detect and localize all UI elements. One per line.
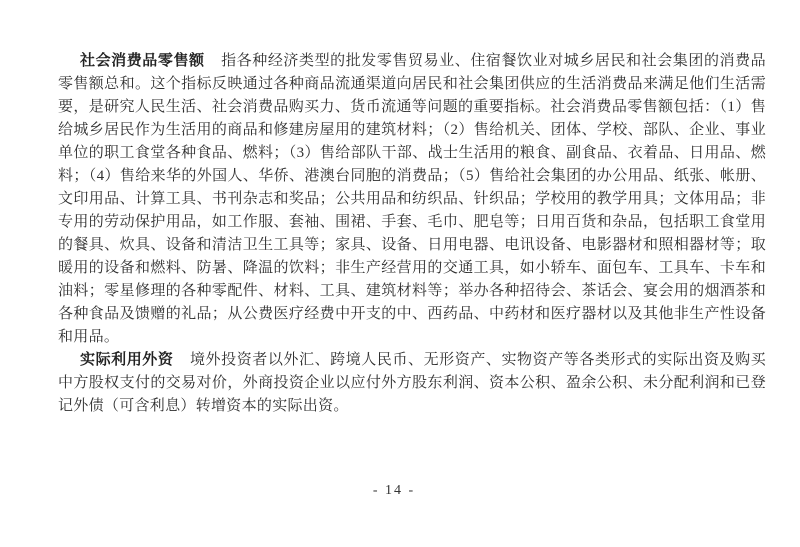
term-label-foreign-investment: 实际利用外资 [80, 352, 174, 368]
definition-text-retail-sales: 指各种经济类型的批发零售贸易业、住宿餐饮业对城乡居民和社会集团的消费品零售额总和。这个指标反映通过各种商品流通渠道向居民和社会集团供应的生活消费品来满足他们生活需要，是研究人民生活、社会消费品购买力、货币流通等问题的重要指标。社会消费品零售额包括：（1）售给城乡居民作为生活用的商品和修建房屋用的建筑材料；（2）售给机关、团体、学校、部队、企业、事业单位的职工食堂各种食品、燃料；（3）售给部队干部、战士生活用的粮食、副食品、衣着品、日用品、燃料；（4）售给来华的外国人、华侨、港澳台同胞的消费品；（5）售给社会集团的办公用品、纸张、帐册、文印用品、计算工具、书刊杂志和奖品；公共用品和纺织品、针织品；学校用的教学用具；文体用品；非专用的劳动保护用品，如工作服、套袖、围裙、手套、毛巾、肥皂等；日用百货和杂品，包括职工食堂用的餐具、炊具、设备和清洁卫生工具等；家具、设备、日用电器、电讯设备、电影器材和照相器材等；取暖用的设备和燃料、防暑、降温的饮料；非生产经营用的交通工具，如小轿车、面包车、工具车、卡车和油料；零星修理的各种零配件、材料、工具、建筑材料等；举办各种招待会、茶话会、宴会用的烟酒茶和各种食品及馈赠的礼品；从公费医疗经费中开支的中、西药品、中药材和医疗器材以及其他非生产性设备和用品。 [58, 53, 766, 345]
glossary-text-block [58, 50, 766, 418]
glossary-entry-retail-sales [58, 50, 766, 349]
glossary-entry-foreign-investment [58, 349, 766, 418]
definition-text-foreign-investment: 境外投资者以外汇、跨境人民币、无形资产、实物资产等各类形式的实际出资及购买中方股权支付的交易对价，外商投资企业以应付外方股东利润、资本公积、盈余公积、未分配利润和已登记外债（可含利息）转增资本的实际出资。 [58, 352, 766, 414]
term-label-retail-sales: 社会消费品零售额 [80, 53, 205, 69]
page-number: - 14 - [372, 483, 416, 498]
